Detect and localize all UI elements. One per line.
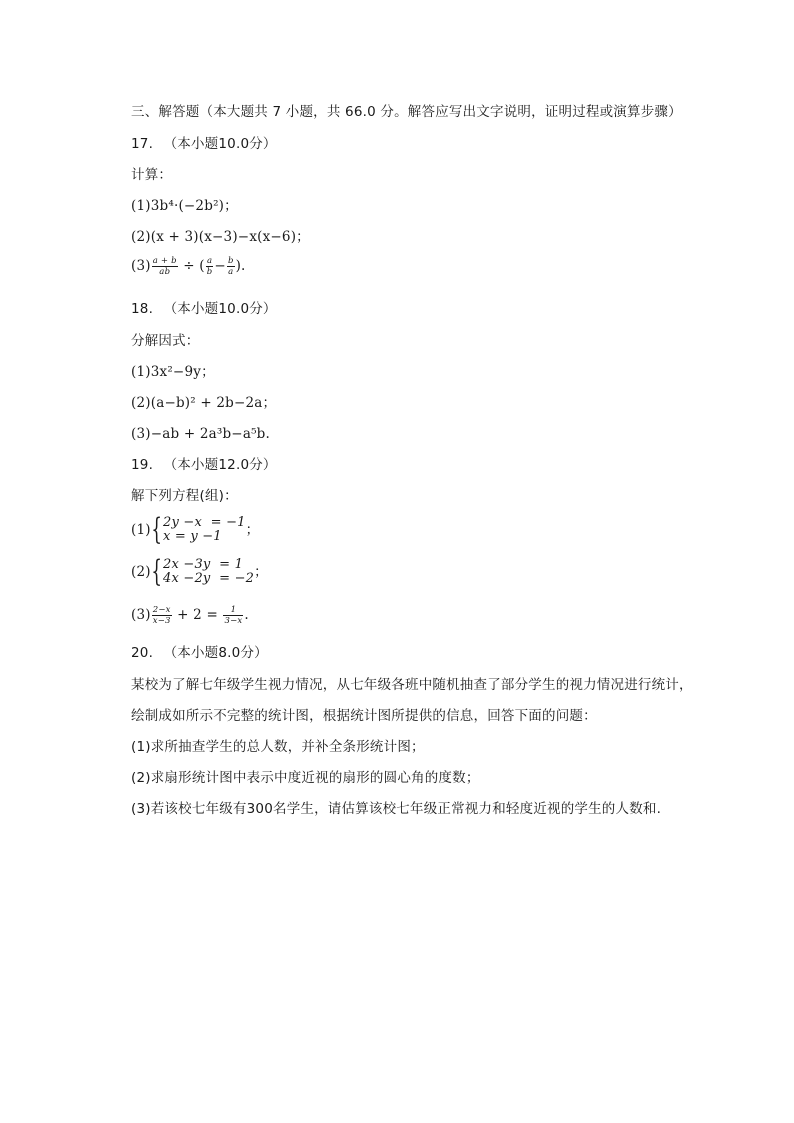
question-17-prompt: 计算： bbox=[131, 167, 173, 183]
numerator: b bbox=[227, 256, 234, 266]
question-20-text-2: 绘制成如所示不完整的统计图，根据统计图所提供的信息，回答下面的问题： bbox=[131, 708, 597, 724]
numerator: 2−x bbox=[152, 605, 171, 615]
question-number: 18. bbox=[131, 301, 154, 317]
question-score: （本小题10.0分） bbox=[163, 301, 277, 317]
system-lines bbox=[163, 558, 254, 586]
section-heading: 三、解答题（本大题共 7 小题，共 66.0 分。解答应写出文字说明，证明过程或演算步骤） bbox=[131, 104, 682, 120]
question-20-item-3: (3)若该校七年级有300名学生，请估算该校七年级正常视力和轻度近视的学生的人数和. bbox=[131, 801, 662, 817]
closing: ； bbox=[245, 522, 260, 538]
equation: x = y −1 bbox=[163, 529, 222, 544]
denominator: 3−x bbox=[224, 616, 243, 626]
question-20-item-2: (2)求扇形统计图中表示中度近视的扇形的圆心角的度数； bbox=[131, 770, 480, 786]
question-number: 17. bbox=[131, 136, 154, 152]
question-20-header bbox=[131, 644, 268, 662]
question-20-item-1: (1)求所抽查学生的总人数，并补全条形统计图； bbox=[131, 739, 425, 755]
closing: ； bbox=[254, 564, 268, 580]
denominator: x−3 bbox=[152, 616, 171, 626]
operator: + 2 = bbox=[177, 607, 218, 623]
question-18-item-2: (2)(a−b)² + 2b−2a； bbox=[131, 395, 277, 411]
denominator: ab bbox=[159, 267, 171, 277]
question-18-header bbox=[131, 300, 277, 318]
fraction bbox=[206, 256, 214, 277]
fraction bbox=[152, 605, 172, 626]
equation-system bbox=[131, 554, 268, 589]
numerator: a bbox=[206, 256, 213, 266]
question-19-item-3 bbox=[131, 605, 249, 626]
system-lines bbox=[163, 516, 246, 544]
question-number: 19. bbox=[131, 457, 154, 473]
fraction bbox=[152, 256, 178, 277]
question-17-header bbox=[131, 135, 277, 153]
equation: 2y −x = −1 bbox=[163, 515, 246, 530]
question-number: 20. bbox=[131, 645, 154, 661]
question-score: （本小题8.0分） bbox=[163, 645, 268, 661]
item-label: (3) bbox=[131, 258, 151, 274]
item-label: (1) bbox=[131, 522, 151, 538]
closing: . bbox=[244, 607, 249, 623]
closing: ). bbox=[235, 258, 246, 274]
operator: ÷ ( bbox=[183, 258, 205, 274]
fraction bbox=[223, 605, 243, 626]
numerator: a + b bbox=[152, 256, 177, 266]
numerator: 1 bbox=[223, 605, 243, 616]
equation: 4x −2y = −2 bbox=[163, 571, 255, 586]
question-19-prompt: 解下列方程(组)： bbox=[131, 488, 238, 504]
brace-icon: { bbox=[151, 512, 162, 547]
question-score: （本小题10.0分） bbox=[163, 136, 277, 152]
question-20-text-1: 某校为了解七年级学生视力情况，从七年级各班中随机抽查了部分学生的视力情况进行统计， bbox=[131, 677, 693, 693]
question-18-prompt: 分解因式： bbox=[131, 333, 200, 349]
item-label: (2) bbox=[131, 564, 151, 580]
question-18-item-1: (1)3x²−9y； bbox=[131, 364, 215, 380]
question-17-item-1: (1)3b⁴·(−2b²)； bbox=[131, 198, 238, 214]
brace-icon: { bbox=[151, 554, 162, 589]
item-label: (3) bbox=[131, 607, 151, 623]
question-score: （本小题12.0分） bbox=[163, 457, 277, 473]
question-18-item-3: (3)−ab + 2a³b−a⁵b. bbox=[131, 426, 271, 442]
denominator: a bbox=[228, 267, 234, 277]
question-17-item-3 bbox=[131, 256, 246, 277]
operator: − bbox=[214, 258, 226, 274]
question-19-item-2 bbox=[131, 554, 268, 589]
question-17-item-2: (2)(x + 3)(x−3)−x(x−6)； bbox=[131, 229, 310, 245]
equation: 2x −3y = 1 bbox=[163, 557, 244, 572]
question-19-header bbox=[131, 456, 277, 474]
fraction bbox=[227, 256, 235, 277]
denominator: b bbox=[206, 267, 213, 277]
question-19-item-1 bbox=[131, 512, 260, 547]
equation-system bbox=[131, 512, 260, 547]
